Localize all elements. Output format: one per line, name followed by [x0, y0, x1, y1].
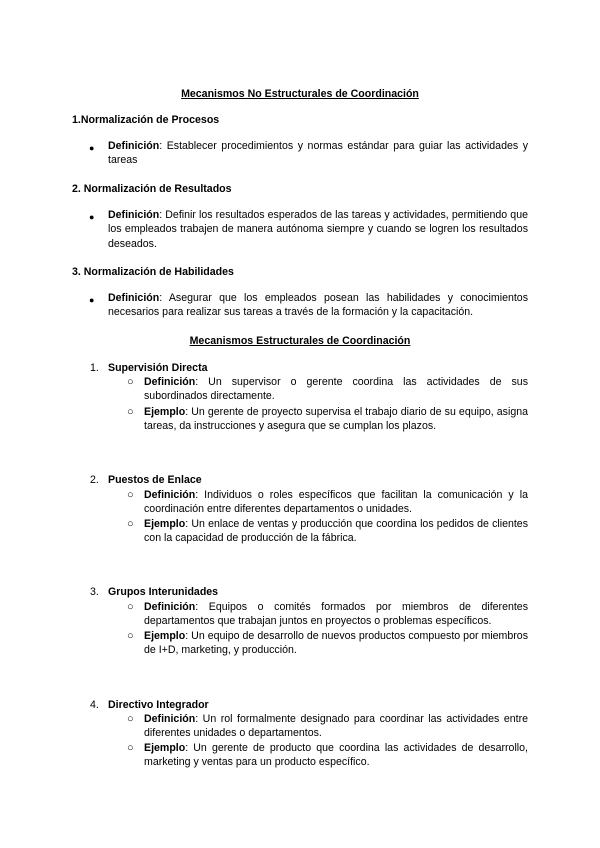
- sub-bullet-icon: ○: [127, 630, 134, 642]
- definition-paragraph: [144, 488, 528, 517]
- definition-paragraph: [144, 712, 528, 741]
- sub-bullet-icon: ○: [127, 601, 134, 613]
- page-title-structural: Mecanismos Estructurales de Coordinación: [189, 335, 411, 347]
- definition-text: : Asegurar que los empleados posean las habilidades y conocimientos necesarios para realizar sus tareas a través de la formación y la capacitación.: [108, 292, 528, 319]
- sub-bullet-icon: ○: [127, 713, 134, 725]
- example-label: Ejemplo: [144, 742, 186, 754]
- example-label: Ejemplo: [144, 630, 186, 642]
- example-text: : Un gerente de proyecto supervisa el trabajo diario de su equipo, asigna tareas, da instrucciones y asegura que se cumplan los plazos.: [144, 406, 528, 433]
- item-title: Supervisión Directa: [108, 362, 208, 374]
- definition-label: Definición: [108, 209, 160, 221]
- example-paragraph: [144, 405, 528, 434]
- example-text: : Un equipo de desarrollo de nuevos productos compuesto por miembros de I+D, marketing, y producción.: [144, 630, 528, 657]
- definition-paragraph: [108, 139, 528, 168]
- item-title: Directivo Integrador: [108, 699, 209, 711]
- definition-text: : Individuos o roles específicos que facilitan la comunicación y la coordinación entre diferentes departamentos o unidades.: [144, 489, 528, 516]
- definition-text: : Un rol formalmente designado para coordinar las actividades entre diferentes unidades o departamentos.: [144, 713, 528, 740]
- definition-text: : Definir los resultados esperados de las tareas y actividades, permitiendo que los empleados trabajen de manera autónoma siempre y cuando se logren los resultados deseados.: [108, 209, 528, 250]
- list-number: 4.: [90, 699, 99, 711]
- definition-label: Definición: [144, 713, 196, 725]
- example-paragraph: [144, 629, 528, 658]
- section-heading: 2. Normalización de Resultados: [72, 183, 232, 195]
- definition-text: : Equipos o comités formados por miembros de diferentes departamentos que trabajan juntos en proyectos o problemas específicos.: [144, 601, 528, 628]
- example-label: Ejemplo: [144, 518, 186, 530]
- sub-bullet-icon: ○: [127, 406, 134, 418]
- definition-paragraph: [108, 208, 528, 251]
- example-label: Ejemplo: [144, 406, 186, 418]
- sub-bullet-icon: ○: [127, 489, 134, 501]
- bullet-icon: ●: [89, 295, 95, 305]
- definition-label: Definición: [108, 292, 160, 304]
- definition-label: Definición: [144, 601, 196, 613]
- item-title: Puestos de Enlace: [108, 474, 202, 486]
- bullet-icon: ●: [89, 143, 95, 153]
- section-heading: 3. Normalización de Habilidades: [72, 266, 234, 278]
- page-title-non-structural: Mecanismos No Estructurales de Coordinación: [181, 88, 419, 100]
- example-paragraph: [144, 517, 528, 546]
- list-number: 1.: [90, 362, 99, 374]
- section-heading: 1.Normalización de Procesos: [72, 114, 220, 126]
- list-number: 3.: [90, 586, 99, 598]
- definition-text: : Un supervisor o gerente coordina las actividades de sus subordinados directamente.: [144, 376, 528, 403]
- definition-label: Definición: [144, 376, 196, 388]
- definition-paragraph: [144, 600, 528, 629]
- list-number: 2.: [90, 474, 99, 486]
- definition-text: : Establecer procedimientos y normas estándar para guiar las actividades y tareas: [108, 140, 528, 167]
- sub-bullet-icon: ○: [127, 742, 134, 754]
- item-title: Grupos Interunidades: [108, 586, 219, 598]
- example-text: : Un gerente de producto que coordina las actividades de desarrollo, marketing y ventas para un producto específico.: [144, 742, 528, 769]
- sub-bullet-icon: ○: [127, 376, 134, 388]
- sub-bullet-icon: ○: [127, 518, 134, 530]
- example-paragraph: [144, 741, 528, 770]
- definition-paragraph: [144, 375, 528, 404]
- definition-label: Definición: [108, 140, 160, 152]
- example-text: : Un enlace de ventas y producción que coordina los pedidos de clientes con la capacidad de producción de la fábrica.: [144, 518, 528, 545]
- bullet-icon: ●: [89, 212, 95, 222]
- definition-paragraph: [108, 291, 528, 320]
- definition-label: Definición: [144, 489, 196, 501]
